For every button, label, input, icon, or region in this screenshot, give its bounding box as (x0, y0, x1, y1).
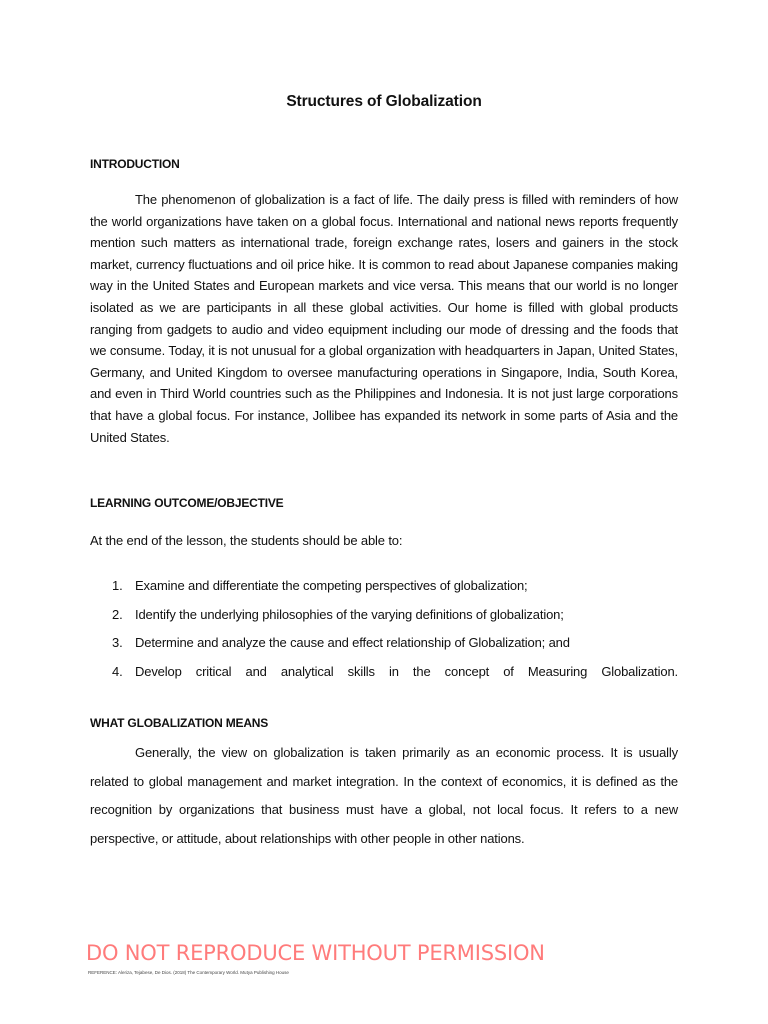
copyright-notice: DO NOT REPRODUCE WITHOUT PERMISSION (86, 941, 545, 965)
introduction-heading: INTRODUCTION (90, 157, 180, 171)
learning-lead-text: At the end of the lesson, the students should be able to: (90, 533, 403, 548)
objective-number: 2. (112, 606, 123, 622)
objectives-list (90, 576, 678, 690)
objective-item (90, 576, 678, 605)
introduction-paragraph: The phenomenon of globalization is a fact of life. The daily press is filled with reminders of how the world organizations have taken on a global focus. International and national news reports frequently mention such matters as international trade, foreign exchange rates, losers and gainers in the stock market, currency fluctuations and oil price hike. It is common to read about Japanese companies making way in the United States and European markets and vice versa. This means that our world is no longer isolated as we are participants in all these global activities. Our home is filled with global products ranging from gadgets to audio and video equipment including our mode of dressing and the foods that we consume. Today, it is not unusual for a global organization with headquarters in Japan, United States, Germany, and United Kingdom to oversee manufacturing operations in Singapore, India, South Korea, and even in Third World countries such as the Philippines and Indonesia. It is not just large corporations that have a global focus. For instance, Jollibee has expanded its network in some parts of Asia and the United States. (90, 192, 678, 445)
objective-number: 4. (112, 663, 123, 679)
objective-number: 3. (112, 635, 123, 650)
learning-outcome-heading: LEARNING OUTCOME/OBJECTIVE (90, 496, 284, 510)
objective-text: Develop critical and analytical skills in the concept of Measuring Globalization. (135, 663, 678, 679)
globalization-means-paragraph: Generally, the view on globalization is taken primarily as an economic process. It is usually related to global management and market integration. In the context of economics, it is defined as the recognition by organizations that business must have a global, not local focus. It refers to a new perspective, or attitude, about relationships with other people in other nations. (90, 745, 678, 847)
objective-text: Determine and analyze the cause and effect relationship of Globalization; and (135, 635, 570, 650)
reference-citation: REFERENCE: Aleriza, Tejabese, De Dios. (2018) The Contemporary World. Mutya Publishing House (88, 970, 289, 975)
objective-item (90, 605, 678, 634)
objective-text: Identify the underlying philosophies of the varying definitions of globalization; (135, 606, 564, 622)
globalization-means-heading: WHAT GLOBALIZATION MEANS (90, 716, 269, 730)
objective-item (90, 662, 678, 691)
document-title: Structures of Globalization (286, 93, 482, 110)
objective-text: Examine and differentiate the competing perspectives of globalization; (135, 578, 528, 593)
objective-number: 1. (112, 578, 123, 593)
objective-item (90, 633, 678, 662)
